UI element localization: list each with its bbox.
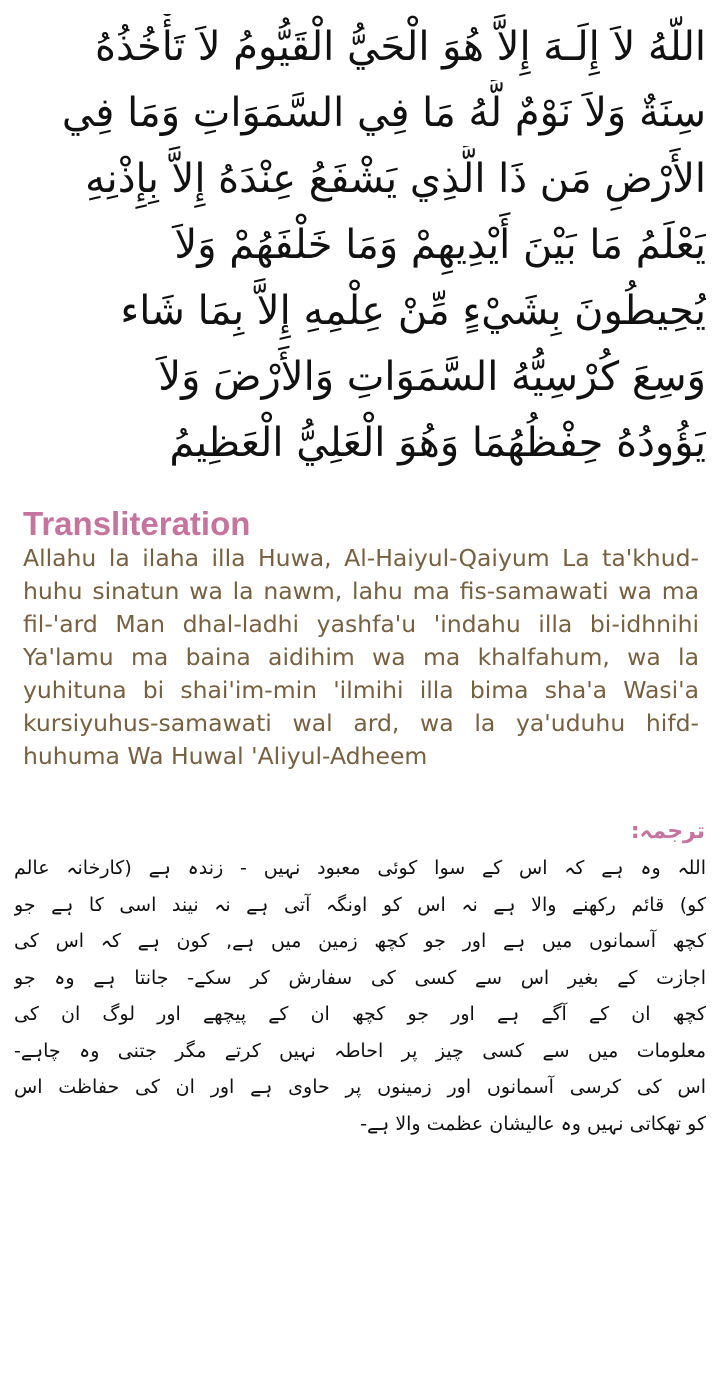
arabic-verse-line: وَسِعَ كُرْسِيُّهُ السَّمَوَاتِ وَالأَرْضَ وَلاَ <box>158 354 706 400</box>
arabic-verse-line: يَؤُودُهُ حِفْظُهُمَا وَهُوَ الْعَلِيُّ الْعَظِيمُ <box>169 420 706 466</box>
arabic-verse <box>14 14 706 476</box>
transliteration-line: Ya'lamu ma baina aidihim wa ma khalfahum, wa la <box>23 643 699 671</box>
translation-line: کو تھکاتی نہیں وہ عالیشان عظمت والا ہے- <box>360 1112 706 1135</box>
transliteration-line: huhuma Wa Huwal 'Aliyul-Adheem <box>23 742 428 770</box>
arabic-verse-line: يَعْلَمُ مَا بَيْنَ أَيْدِيهِمْ وَمَا خَلْفَهُمْ وَلاَ <box>174 222 706 268</box>
transliteration-heading: Transliteration <box>23 505 251 542</box>
arabic-verse-line: الأَرْضِ مَن ذَا الَّذِي يَشْفَعُ عِنْدَهُ إِلاَّ بِإِذْنِهِ <box>85 156 706 202</box>
transliteration-text <box>23 542 699 773</box>
transliteration-line: kursiyuhus-samawati wal ard, wa la ya'uduhu hifd- <box>23 709 699 737</box>
translation-line: اجازت کے بغیر اس سے کسی کی سفارش کر سکے- جانتا ہے وہ جو <box>14 966 706 989</box>
translation-line: کو) قائم رکھنے والا ہے نہ اس کو اونگہ آتی ہے نہ نیند اسی کا ہے جو <box>14 893 706 916</box>
translation-text <box>14 850 706 1142</box>
translation-line: کچھ آسمانوں میں ہے اور جو کچھ زمین میں ہے, کون ہے کہ اس کی <box>14 930 706 952</box>
translation-heading: ترجمہ: <box>630 819 705 844</box>
translation-line: معلومات میں سے کسی چیز پر احاطہ نہیں کرتے مگر جتنی وہ چاہے- <box>14 1039 706 1062</box>
arabic-verse-line: سِنَةٌ وَلاَ نَوْمٌ لَّهُ مَا فِي السَّمَوَاتِ وَمَا فِي <box>61 90 706 136</box>
arabic-verse-line: اللّهُ لاَ إِلَـهَ إِلاَّ هُوَ الْحَيُّ الْقَيُّومُ لاَ تَأْخُذُهُ <box>95 24 706 70</box>
transliteration-line: Allahu la ilaha illa Huwa, Al-Haiyul-Qaiyum La ta'khud- <box>23 544 699 572</box>
translation-line: کچھ ان کے آگے ہے اور جو کچھ ان کے پیچھے اور لوگ ان کی <box>14 1003 706 1025</box>
transliteration-line: huhu sinatun wa la nawm, lahu ma fis-samawati wa ma <box>23 577 699 605</box>
transliteration-line: yuhituna bi shai'im-min 'ilmihi illa bima sha'a Wasi'a <box>23 676 699 704</box>
translation-line: اس کی کرسی آسمانوں اور زمینوں پر حاوی ہے اور ان کی حفاظت اس <box>14 1076 706 1098</box>
translation-line: اللہ وہ ہے کہ اس کے سوا کوئی معبود نہیں - زندہ ہے (کارخانہ عالم <box>14 857 706 879</box>
transliteration-line: fil-'ard Man dhal-ladhi yashfa'u 'indahu illa bi-idhnihi <box>23 610 699 638</box>
arabic-verse-line: يُحِيطُونَ بِشَيْءٍ مِّنْ عِلْمِهِ إِلاَّ بِمَا شَاء <box>120 288 706 334</box>
